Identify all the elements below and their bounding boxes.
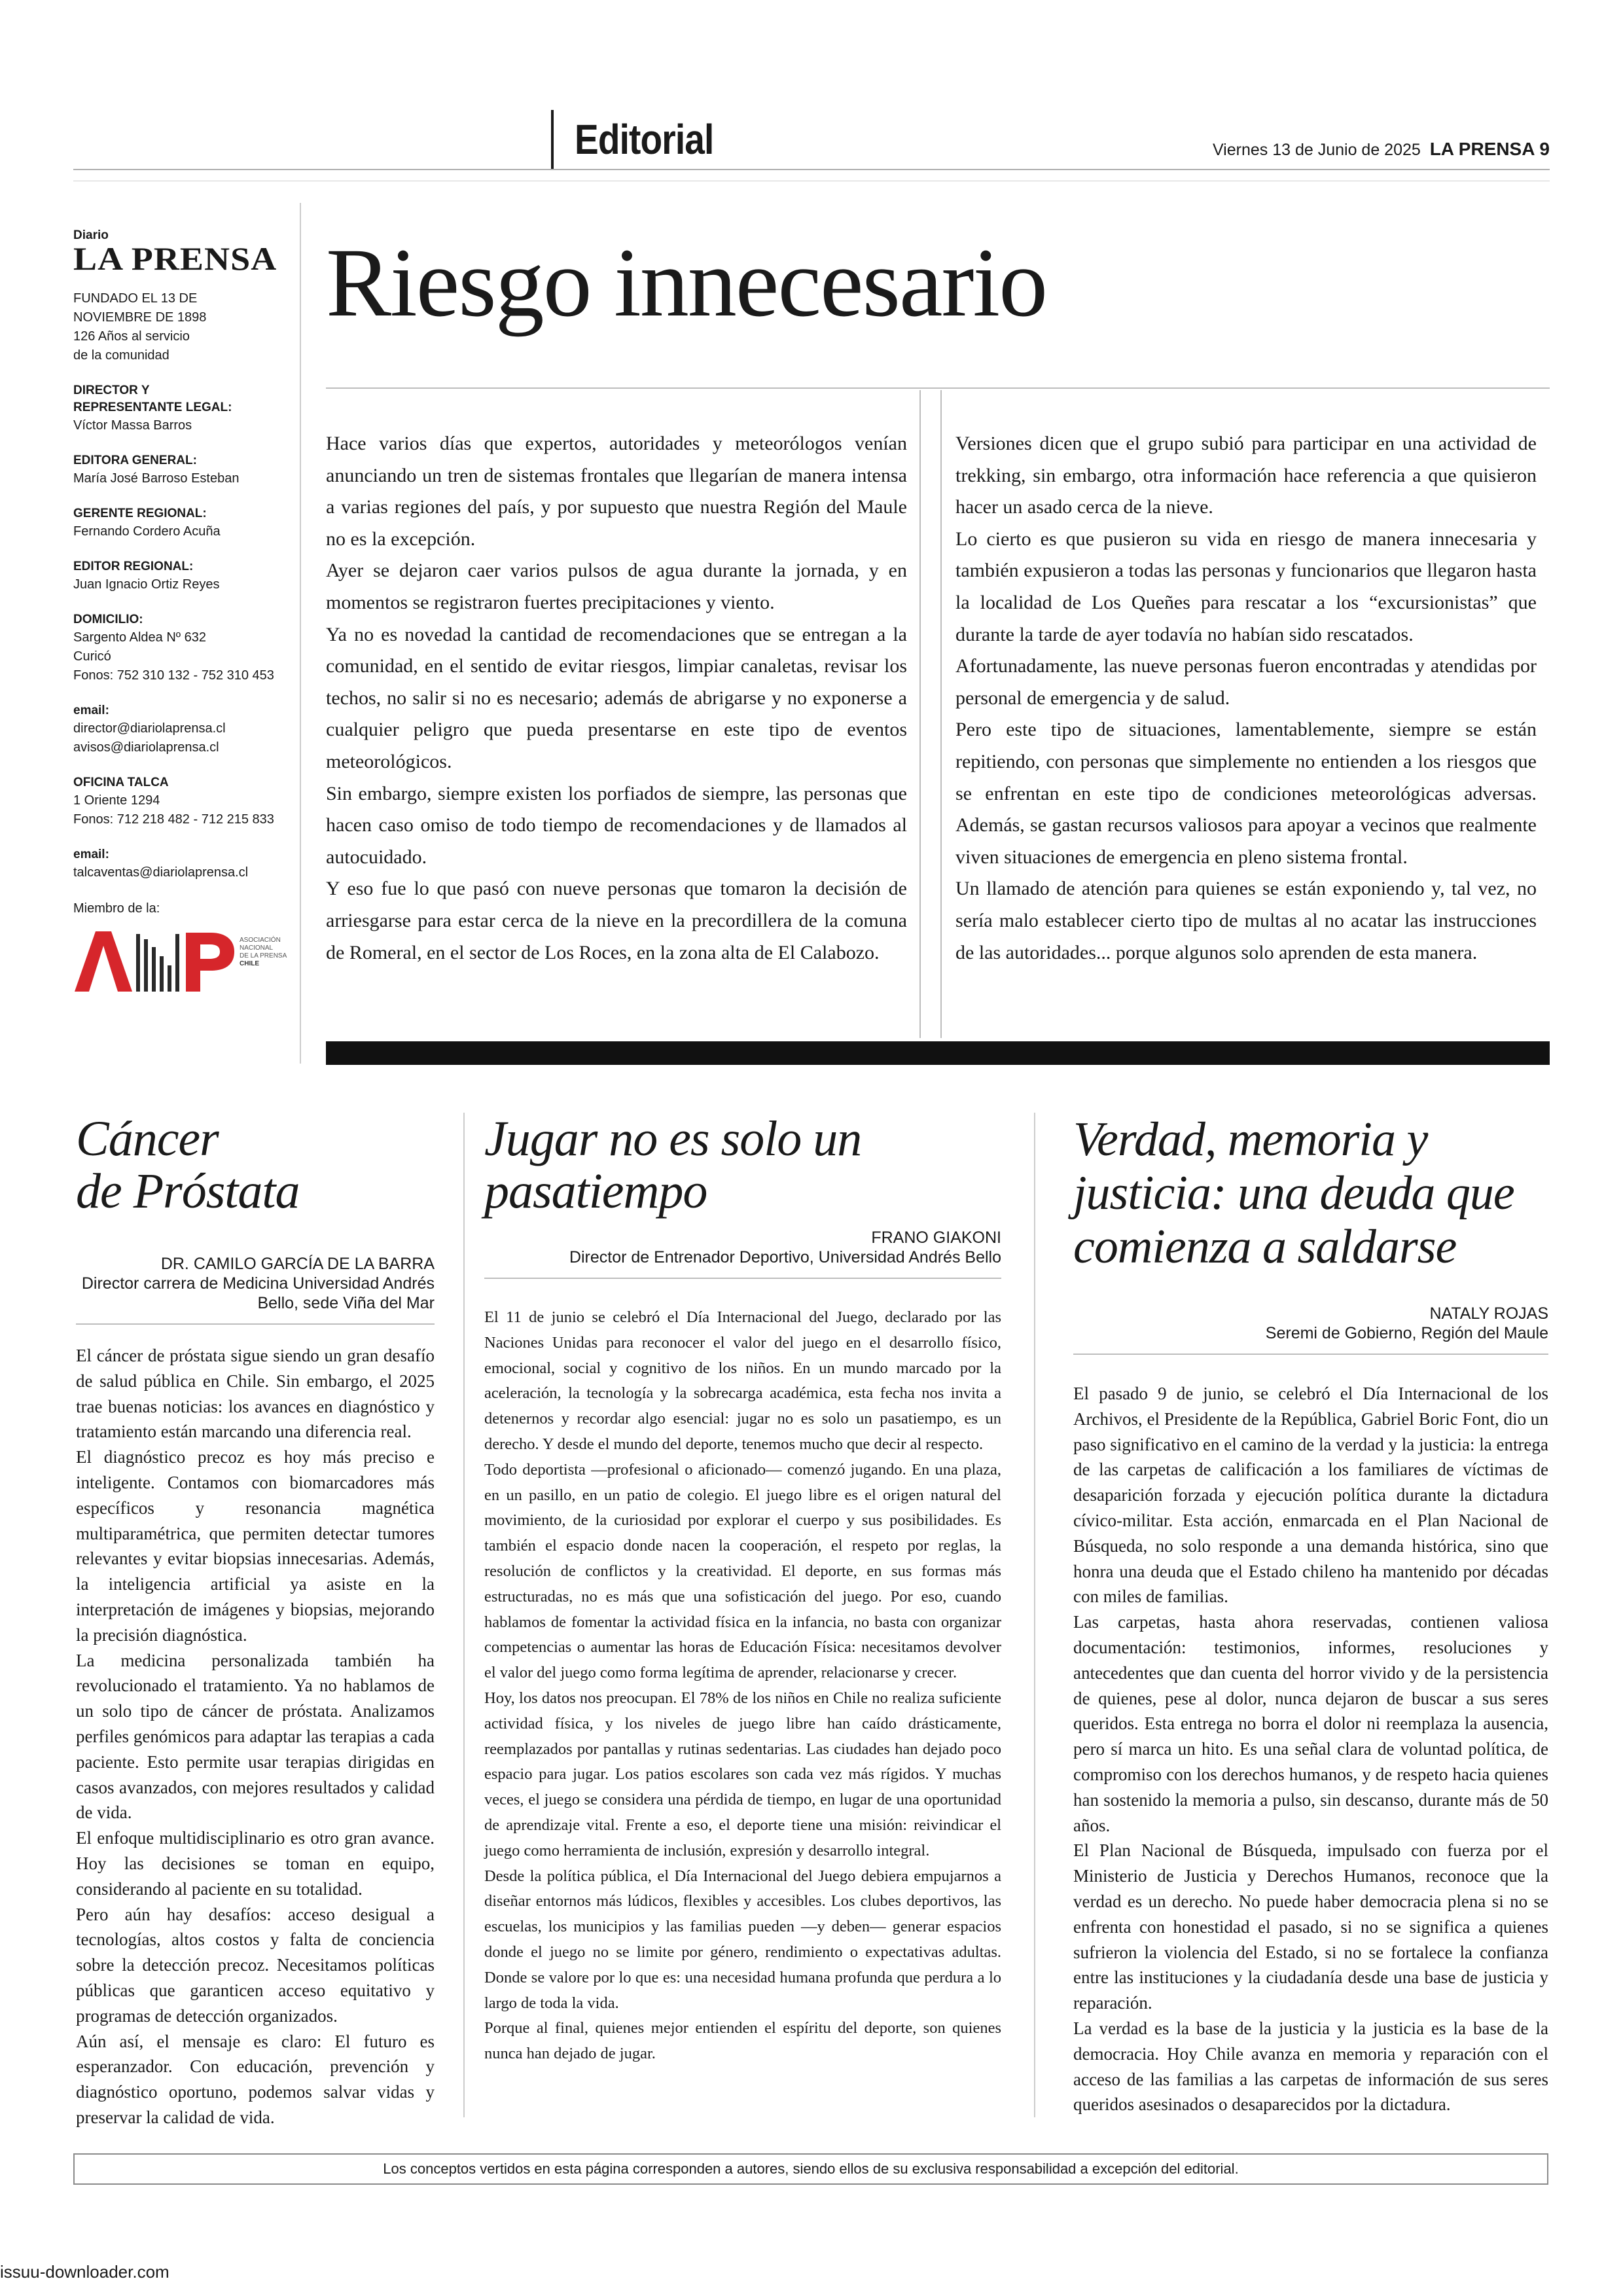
column-title <box>76 1113 435 1217</box>
masthead-logo-small: Diario <box>73 228 109 242</box>
column-divider <box>1034 1113 1035 2117</box>
editorial-column-1 <box>326 428 907 969</box>
masthead-label: OFICINA TALCA <box>73 776 169 789</box>
column-paragraph: La verdad es la base de la justicia y la justicia es la base de la democracia. Hoy Chile avanza en memoria y reparación con el acceso de las familias a las carpetas de información de sus seres queridos asesinados o desaparecidos por la dictadura. <box>1073 2018 1548 2115</box>
masthead-value <box>73 628 296 685</box>
masthead-entry-director <box>73 382 296 435</box>
column-author-role: Director de Entrenador Deportivo, Universidad Andrés Bello <box>569 1248 1001 1266</box>
column-paragraph: El enfoque multidisciplinario es otro gran avance. Hoy las decisiones se toman en equipo, considerando al paciente en su totalidad. <box>76 1828 435 1899</box>
masthead-label: EDITOR REGIONAL: <box>73 560 194 573</box>
masthead-divider <box>300 203 301 1064</box>
column-paragraph: El diagnóstico precoz es hoy más preciso e inteligente. Contamos con biomarcadores más específicos y resonancia magnética multiparamétrica, que permiten detectar tumores relevantes y evitar biopsias innecesarias. Además, la inteligencia artificial ya asiste en la interpretación de imágenes y biopsias, mejorando la precisión diagnóstica. <box>76 1447 435 1645</box>
anp-logo <box>73 927 296 1005</box>
editorial-paragraph: Pero este tipo de situaciones, lamentablemente, siempre se están repitiendo, con personas que simplemente no entienden a los riesgos que se enfrentan en este tipo de condiciones meteorológicas adversas. Además, se gastan recursos valiosos para apoyar a vecinos que realmente viven situaciones de emergencia en pleno sistema frontal. <box>955 719 1537 868</box>
column-paragraph: Pero aún hay desafíos: acceso desigual a tecnologías, altos costos y falta de conciencia sobre la detección precoz. Necesitamos políticas públicas que garanticen acceso equitativo y programas de detección organizados. <box>76 1904 435 2026</box>
masthead-entry-domicilio <box>73 611 296 685</box>
issue-date: Viernes 13 de Junio de 2025 <box>1212 141 1421 159</box>
page-number: 9 <box>1539 139 1550 159</box>
column-title-line: comienza a saldarse <box>1073 1220 1457 1274</box>
masthead <box>73 229 296 1005</box>
column-title-line: Jugar no es solo un <box>484 1111 862 1166</box>
column-title-line: de Próstata <box>76 1164 300 1219</box>
column-rule <box>1073 1354 1548 1355</box>
masthead-entry-talca <box>73 774 296 829</box>
editorial-title: Riesgo innecesario <box>326 228 1047 337</box>
editorial-paragraph: Lo cierto es que pusieron su vida en riesgo de manera innecesaria y también expusieron a todas las personas y funcionarios que llegaron hasta la localidad de Los Queñes para rescatar a los “excursionistas” que durante la tarde de ayer todavía no habían sido rescatados. <box>955 528 1537 645</box>
email-director: director@diariolaprensa.cl <box>73 721 226 736</box>
talca-address: 1 Oriente 1294 <box>73 793 160 808</box>
editorial-paragraph: Un llamado de atención para quienes se están exponiendo y, tal vez, no sería malo establecer cierto tipo de multas al no acatar las instrucciones de las autoridades... porque algunos solo aprenden de esta manera. <box>955 878 1537 963</box>
email-avisos: avisos@diariolaprensa.cl <box>73 740 219 755</box>
address-line: Sargento Aldea Nº 632 <box>73 630 207 645</box>
column-paragraph: Hoy, los datos nos preocupan. El 78% de los niños en Chile no realiza suficiente actividad física, y los niveles de juego libre han caído drásticamente, reemplazados por pantallas y rutinas sedentarias. Las ciudades han dejado poco espacio para jugar. Los patios escolares son cada vez más rígidos. Y muchas veces, el juego se considera una pérdida de tiempo, en lugar de una oportunidad de aprendizaje vital. Frente a eso, el deporte tiene una misión: reivindicar el juego como herramienta de inclusión, expresión y desarrollo integral. <box>484 1689 1001 1859</box>
column-cancer <box>76 1113 435 2130</box>
anp-text-1: ASOCIACIÓN <box>240 937 281 944</box>
column-author-role: Bello, sede Viña del Mar <box>257 1294 435 1312</box>
column-paragraph: Aún así, el mensaje es claro: El futuro es esperanzador. Con educación, prevención y diagnóstico oportuno, podemos salvar vidas y preservar la calidad de vida. <box>76 2031 435 2127</box>
talca-phones: Fonos: 712 218 482 - 712 215 833 <box>73 812 274 827</box>
anp-text-2: NACIONAL <box>240 944 274 952</box>
masthead-label: EDITORA GENERAL: <box>73 454 197 467</box>
column-title <box>484 1113 1001 1217</box>
masthead-entry-email-talca <box>73 846 296 882</box>
column-author: NATALY ROJAS <box>1429 1304 1548 1323</box>
column-divider <box>463 1113 465 2117</box>
column-author: DR. CAMILO GARCÍA DE LA BARRA <box>160 1255 435 1273</box>
column-author-role: Seremi de Gobierno, Región del Maule <box>1265 1324 1548 1342</box>
column-author: FRANO GIAKONI <box>871 1229 1001 1247</box>
column-body <box>484 1305 1001 2067</box>
masthead-value: María José Barroso Esteban <box>73 471 240 486</box>
email-talca: talcaventas@diariolaprensa.cl <box>73 865 249 880</box>
masthead-value: Víctor Massa Barros <box>73 418 192 433</box>
editorial-paragraph: Hace varios días que expertos, autoridades y meteorólogos venían anunciando un tren de sistemas frontales que llegarían de manera intensa a varias regiones del país, y por supuesto que nuestra Región del Maule no es la excepción. <box>326 433 907 550</box>
disclaimer-text: Los conceptos vertidos en esta página corresponden a autores, siendo ellos de su exclusiva responsabilidad a excepción del editorial. <box>383 2161 1239 2177</box>
anp-logo-graphic <box>73 927 287 999</box>
editorial-paragraph: Afortunadamente, las nueve personas fueron encontradas y atendidas por personal de emergencia y de salud. <box>955 655 1537 709</box>
header-rule <box>73 169 1550 170</box>
masthead-label: REPRESENTANTE LEGAL: <box>73 401 232 414</box>
masthead-label: DOMICILIO: <box>73 613 143 626</box>
column-rule <box>484 1278 1001 1279</box>
anp-text-3: DE LA PRENSA <box>240 952 287 960</box>
section-title: Editorial <box>575 116 714 163</box>
masthead-label: DIRECTOR Y <box>73 384 150 397</box>
founded-info <box>73 289 296 365</box>
editorial-paragraph: Versiones dicen que el grupo subió para participar en una actividad de trekking, sin embargo, otra información hace referencia a que quisieron hacer un asado cerca de la nieve. <box>955 433 1537 518</box>
column-title-line: Cáncer <box>76 1111 219 1166</box>
masthead-value: Juan Ignacio Ortiz Reyes <box>73 577 220 592</box>
column-title-line: pasatiempo <box>484 1164 707 1219</box>
column-paragraph: Todo deportista —profesional o aficionado— comenzó jugando. En una plaza, en un pasillo, en un patio de colegio. El juego libre es el origen natural del movimiento, de la curiosidad por explorar el cuerpo y sus posibilidades. Es también el espacio donde nacen la cooperación, el respeto por reglas, la resolución de conflictos y la creatividad. El deporte, en sus formas más estructuradas, no es más que una sofisticación del juego. Por eso, cuando hablamos de fomentar la actividad física en la infancia, no basta con organizar competencias o aumentar las horas de Educación Física: necesitamos devolver el valor del juego como forma legítima de aprender, relacionarse y crecer. <box>484 1460 1001 1682</box>
masthead-value <box>73 791 296 829</box>
anp-text-4: CHILE <box>240 960 259 967</box>
column-body <box>1073 1381 1548 2117</box>
column-paragraph: El 11 de junio se celebró el Día Internacional del Juego, declarado por las Naciones Unidas para reconocer el valor del juego en el desarrollo físico, emocional, social y cognitivo de los niños. En un mundo marcado por la aceleración, la tecnología y la sobrecarga académica, esta fecha nos invita a detenernos y recordar algo esencial: jugar no es solo un pasatiempo, es un derecho. Y desde el mundo del deporte, tenemos mucho que decir al respecto. <box>484 1308 1001 1453</box>
founded-line: de la comunidad <box>73 348 169 363</box>
column-paragraph: El Plan Nacional de Búsqueda, impulsado con fuerza por el Ministerio de Justicia y Derechos Humanos, reconoce que la verdad es un derecho. No puede haber democracia plena si no se enfrenta con honestidad el pasado, si no se significa a quienes sufrieron la violencia del Estado, si no se fortalece la confianza entre las instituciones y la ciudadanía desde una base de justicia y reparación. <box>1073 1840 1548 2013</box>
column-verdad <box>1073 1113 1548 2117</box>
masthead-value: Fernando Cordero Acuña <box>73 524 221 539</box>
address-phones: Fonos: 752 310 132 - 752 310 453 <box>73 668 274 683</box>
editorial-column-divider <box>919 390 921 1038</box>
masthead-label: GERENTE REGIONAL: <box>73 507 207 520</box>
masthead-entry-editora <box>73 452 296 488</box>
founded-line: NOVIEMBRE DE 1898 <box>73 310 207 325</box>
editorial-column-2 <box>955 428 1537 969</box>
founded-line: 126 Años al servicio <box>73 329 190 344</box>
section-divider <box>551 110 554 169</box>
masthead-label: email: <box>73 848 109 861</box>
paper-name: LA PRENSA <box>1429 139 1535 159</box>
member-of-label: Miembro de la: <box>73 901 160 916</box>
disclaimer-box <box>73 2153 1548 2185</box>
founded-line: FUNDADO EL 13 DE <box>73 291 198 306</box>
page-info <box>1213 139 1550 160</box>
masthead-entry-editor <box>73 558 296 594</box>
column-author-block <box>76 1254 435 1313</box>
column-paragraph: El pasado 9 de junio, se celebró el Día Internacional de los Archivos, el Presidente de la República, Gabriel Boric Font, dio un paso significativo en el camino de la verdad y la justicia: la entrega de las carpetas de calificación a los familiares de víctimas de desaparición forzada y ejecución política durante la dictadura cívico-militar. Esta acción, enmarcada en el Plan Nacional de Búsqueda, no solo responde a una demanda histórica, sino que honra una deuda que el Estado chileno ha mantenido por décadas con miles de familias. <box>1073 1384 1548 1607</box>
masthead-entry-email <box>73 702 296 757</box>
column-title <box>1073 1113 1548 1274</box>
address-city: Curicó <box>73 649 111 664</box>
editorial-paragraph: Ayer se dejaron caer varios pulsos de agua durante la jornada, y en momentos se registraron fuertes precipitaciones y viento. <box>326 560 907 613</box>
column-paragraph: El cáncer de próstata sigue siendo un gran desafío de salud pública en Chile. Sin embargo, el 2025 trae buenas noticias: los avances en diagnóstico y tratamiento están marcando una diferencia real. <box>76 1346 435 1442</box>
column-paragraph: Desde la política pública, el Día Internacional del Juego debiera empujarnos a diseñar entornos más lúdicos, flexibles y accesibles. Los clubes deportivos, las escuelas, los municipios y las familias pueden —y deben— generar espacios donde el juego no se limite por género, rendimiento o expectativas adultas. Donde se valore por lo que es: una necesidad humana profunda que perdura a lo largo de toda la vida. <box>484 1867 1001 2012</box>
column-rule <box>76 1323 435 1325</box>
column-author-block <box>484 1228 1001 1267</box>
watermark-link[interactable]: issuu-downloader.com <box>0 2262 169 2282</box>
column-title-line: Verdad, memoria y <box>1073 1113 1428 1166</box>
editorial-column-divider <box>940 390 942 1038</box>
column-author-role: Director carrera de Medicina Universidad Andrés <box>81 1274 435 1293</box>
masthead-value <box>73 719 296 757</box>
column-author-block <box>1073 1304 1548 1343</box>
editorial-rule <box>326 387 1550 389</box>
column-paragraph: La medicina personalizada también ha revolucionado el tratamiento. Ya no hablamos de un solo tipo de cáncer de próstata. Analizamos perfiles genómicos para adaptar las terapias a cada paciente. Esto permite usar terapias dirigidas en casos avanzados, con mejores resultados y calidad de vida. <box>76 1650 435 1823</box>
editorial-paragraph: Y eso fue lo que pasó con nueve personas que tomaron la decisión de arriesgarse para estar cerca de la nieve en la precordillera de la comuna de Romeral, en el sector de Los Roces, en la zona alta de El Calabozo. <box>326 878 907 963</box>
masthead-logo: LA PRENSA <box>73 240 277 277</box>
section-bar <box>326 1041 1550 1065</box>
editorial-paragraph: Ya no es novedad la cantidad de recomendaciones que se entregan a la comunidad, en el sentido de evitar riesgos, limpiar canaletas, revisar los techos, no salir si no es necesario; además de abrigarse y no exponerse a cualquier peligro que pueda presentarse en este tipo de eventos meteorológicos. <box>326 623 907 772</box>
masthead-entry-gerente <box>73 505 296 541</box>
column-jugar <box>484 1113 1001 2067</box>
editorial-paragraph: Sin embargo, siempre existen los porfiados de siempre, las personas que hacen caso omiso de todo tiempo de recomendaciones y de llamados al autocuidado. <box>326 782 907 868</box>
masthead-label: email: <box>73 704 109 717</box>
column-paragraph: Las carpetas, hasta ahora reservadas, contienen valiosa documentación: testimonios, informes, resoluciones y antecedentes que dan cuenta del horror vivido y de la persistencia de quienes, pese al dolor, nunca dejaron de buscar a sus seres queridos. Esta entrega no borra el dolor ni reemplaza la ausencia, pero sí marca un hito. Es una señal clara de voluntad política, de compromiso con los derechos humanos, y de respeto hacia quienes han sostenido la memoria a pulso, sin descanso, durante más de 50 años. <box>1073 1612 1548 1835</box>
column-body <box>76 1343 435 2130</box>
column-title-line: justicia: una deuda que <box>1073 1166 1514 1220</box>
column-paragraph: Porque al final, quienes mejor entienden el espíritu del deporte, son quienes nunca han dejado de jugar. <box>484 2019 1001 2063</box>
